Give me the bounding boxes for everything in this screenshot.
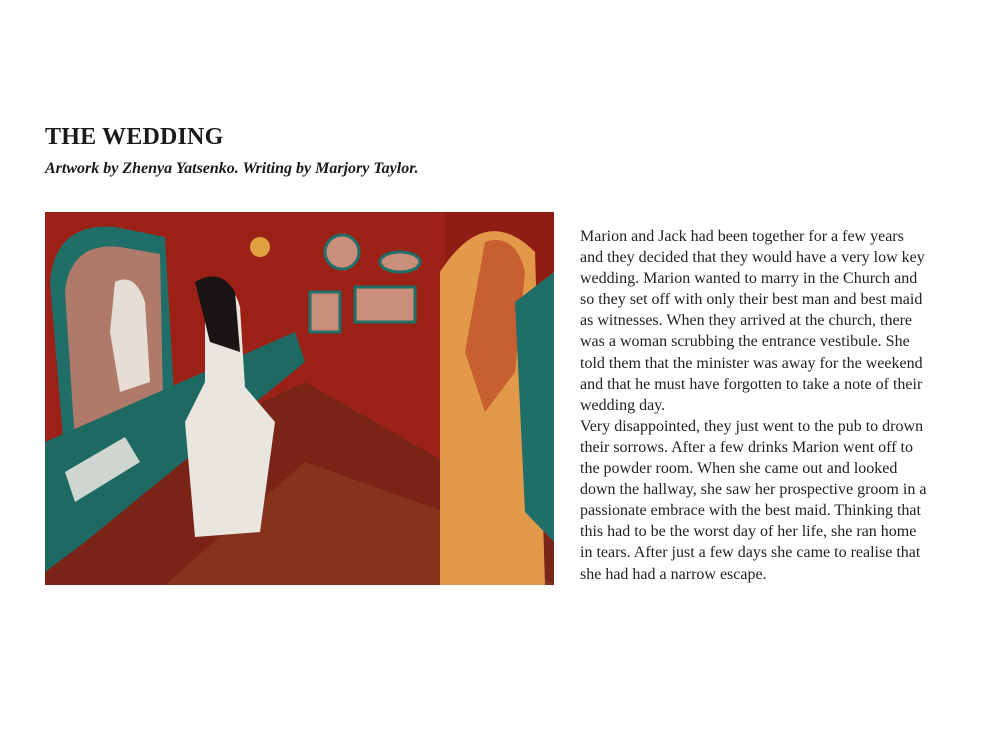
story-line: their sorrows. After a few drinks Marion went off to	[580, 438, 913, 456]
page-title: THE WEDDING	[45, 124, 224, 150]
story-line: and that he must have forgotten to take a note of their	[580, 375, 923, 393]
wedding-illustration	[45, 212, 554, 585]
story-line: this had to be the worst day of her life, she ran home	[580, 523, 917, 541]
wall-frame	[310, 292, 340, 332]
wall-lamp	[250, 237, 270, 257]
story-line: and they decided that they would have a very low key	[580, 249, 925, 267]
story-line: wedding day.	[580, 396, 666, 414]
story-line: down the hallway, she saw her prospective groom in a	[580, 481, 927, 499]
story-line: told them that the minister was away for the weekend	[580, 354, 923, 372]
story-line: Marion and Jack had been together for a few years	[580, 228, 904, 245]
story-line: she had had a narrow escape.	[580, 565, 767, 583]
story-line: passionate embrace with the best maid. Thinking that	[580, 502, 921, 520]
story-line: as witnesses. When they arrived at the church, there	[580, 312, 913, 330]
credits-subtitle: Artwork by Zhenya Yatsenko. Writing by Marjory Taylor.	[45, 160, 419, 177]
wall-frame-wide	[355, 287, 415, 322]
wall-plate	[325, 235, 359, 269]
story-text	[580, 226, 926, 585]
story-line: Very disappointed, they just went to the pub to drown	[580, 417, 924, 435]
story-line: in tears. After just a few days she came to realise that	[580, 544, 921, 562]
wall-frame-oval	[380, 252, 420, 272]
story-line: so they set off with only their best man and best maid	[580, 291, 923, 309]
story-line: the powder room. When she came out and looked	[580, 460, 898, 478]
story-line: wedding. Marion wanted to marry in the Church and	[580, 270, 918, 288]
story-line: was a woman scrubbing the entrance vestibule. She	[580, 333, 910, 351]
